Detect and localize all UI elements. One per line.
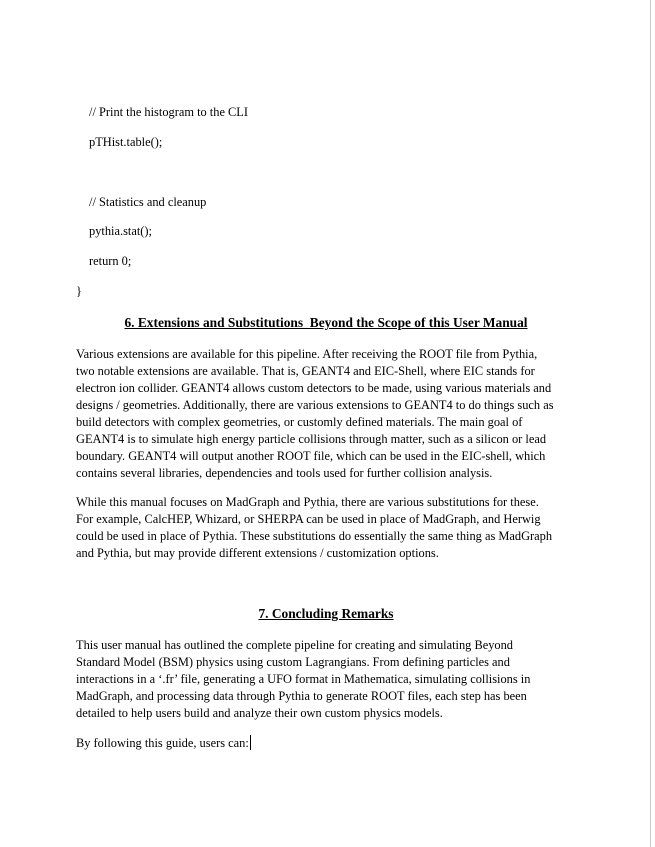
section-7-paragraph-2 — [76, 735, 576, 752]
paragraph-line: Various extensions are available for this pipeline. After receiving the ROOT file from Pythia, — [76, 347, 538, 361]
paragraph-line — [76, 735, 576, 752]
paragraph-line: GEANT4 is to simulate high energy particle collisions through matter, such as a silicon or lead — [76, 432, 547, 446]
paragraph-line: boundary. GEANT4 will output another ROOT file, which can be used in the EIC-shell, which — [76, 449, 546, 463]
paragraph-line: For example, CalcHEP, Whizard, or SHERPA can be used in place of MadGraph, and Herwig — [76, 512, 541, 526]
code-comment-print: // Print the histogram to the CLI — [89, 105, 248, 119]
paragraph-line: MadGraph, and processing data through Pythia to generate ROOT files, each step has been — [76, 689, 527, 703]
code-closing-brace: } — [76, 284, 82, 298]
paragraph-line: and Pythia, but may provide different extensions / customization options. — [76, 546, 439, 560]
paragraph-line: designs / geometries. Additionally, there are various extensions to GEANT4 to do things such as — [76, 398, 554, 412]
paragraph-line: This user manual has outlined the complete pipeline for creating and simulating Beyond — [76, 638, 513, 652]
code-comment-stats: // Statistics and cleanup — [89, 195, 207, 209]
paragraph-line: interactions in a ‘.fr’ file, generating a UFO format in Mathematica, simulating collisions in — [76, 672, 531, 686]
text-cursor — [250, 735, 251, 750]
section-7-heading: 7. Concluding Remarks — [258, 606, 394, 621]
section-6-paragraph-2 — [76, 494, 576, 562]
code-stat-call: pythia.stat(); — [89, 224, 152, 238]
section-6-paragraph-1 — [76, 346, 576, 482]
section-6-heading: 6. Extensions and Substitutions Beyond the Scope of this User Manual — [124, 315, 528, 330]
paragraph-line: detailed to help users build and analyze their own custom physics models. — [76, 706, 443, 720]
section-7-paragraph-1 — [76, 637, 576, 722]
paragraph-line: electron ion collider. GEANT4 allows custom detectors to be made, using various materials and — [76, 381, 552, 395]
paragraph-line: contains several libraries, dependencies and tools used for further collision analysis. — [76, 466, 493, 480]
paragraph-line: Standard Model (BSM) physics using custom Lagrangians. From defining particles and — [76, 655, 510, 669]
code-return: return 0; — [89, 254, 132, 268]
code-table-call: pTHist.table(); — [89, 135, 163, 149]
paragraph-text: By following this guide, users can: — [76, 736, 249, 750]
paragraph-line: While this manual focuses on MadGraph and Pythia, there are various substitutions for these. — [76, 495, 539, 509]
paragraph-line: build detectors with complex geometries, or customly defined materials. The main goal of — [76, 415, 523, 429]
paragraph-line: could be used in place of Pythia. These substitutions do essentially the same thing as MadGraph — [76, 529, 553, 543]
paragraph-line: two notable extensions are available. That is, GEANT4 and EIC-Shell, where EIC stands for — [76, 364, 535, 378]
